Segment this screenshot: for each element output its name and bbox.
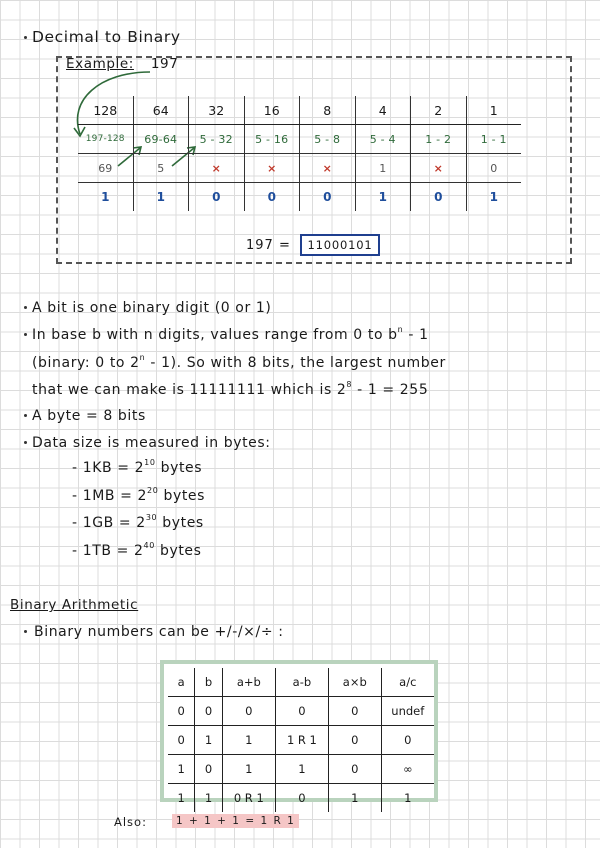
subtraction-cell: 1 - 1 <box>466 125 521 154</box>
table-cell: 1 <box>195 784 222 813</box>
bit-cell: 0 <box>300 183 356 212</box>
table-cell: 0 <box>168 726 195 755</box>
size-exp: 10 <box>144 458 156 467</box>
size-exp: 40 <box>143 541 155 550</box>
bit-cell: 1 <box>466 183 521 212</box>
bit-cell: 1 <box>133 183 189 212</box>
table-row <box>168 755 434 784</box>
arithmetic-table-frame <box>160 660 438 805</box>
remainder-row <box>78 154 521 183</box>
bit-definition: A bit is one binary digit (0 or 1) <box>32 300 272 316</box>
size-exp: 20 <box>147 486 159 495</box>
base-range-line-2 <box>32 355 446 371</box>
table-cell: ∞ <box>381 755 434 784</box>
size-label: - 1TB = 2 <box>72 543 144 559</box>
table-header: a+b <box>222 668 275 697</box>
place-value: 128 <box>78 96 133 125</box>
base-line1-tail: - 1 <box>403 327 429 343</box>
place-value: 2 <box>411 96 467 125</box>
remainder-cell: 5 <box>133 154 189 183</box>
subtraction-cell: 5 - 16 <box>244 125 300 154</box>
table-cell: 0 <box>328 755 381 784</box>
table-cell: 0 <box>328 726 381 755</box>
table-cell: 1 <box>195 726 222 755</box>
subtraction-cell: 197-128 <box>78 125 133 154</box>
remainder-cell: 69 <box>78 154 133 183</box>
bit-cell: 1 <box>78 183 133 212</box>
base-line3-text: that we can make is 11111111 which is 2 <box>32 382 347 398</box>
base-line2-text: (binary: 0 to 2 <box>32 355 140 371</box>
table-cell: 1 <box>222 726 275 755</box>
bullet <box>24 333 27 336</box>
table-cell: 0 <box>328 697 381 726</box>
bit-row <box>78 183 521 212</box>
remainder-cell: × <box>189 154 245 183</box>
table-cell: 1 <box>168 755 195 784</box>
size-item <box>72 488 205 504</box>
place-value: 64 <box>133 96 189 125</box>
table-header-row <box>168 668 434 697</box>
table-cell: undef <box>381 697 434 726</box>
also-label: Also: <box>114 815 147 829</box>
bullet <box>24 306 27 309</box>
section-title-decimal-to-binary: Decimal to Binary <box>32 28 181 46</box>
table-header: a×b <box>328 668 381 697</box>
data-size-line: Data size is measured in bytes: <box>32 435 271 451</box>
bullet <box>24 414 27 417</box>
place-value: 16 <box>244 96 300 125</box>
table-cell: 0 <box>222 697 275 726</box>
size-label: - 1GB = 2 <box>72 515 146 531</box>
table-cell: 0 <box>195 755 222 784</box>
table-cell: 0 <box>195 697 222 726</box>
table-cell: 0 <box>381 726 434 755</box>
section-title-binary-arithmetic: Binary Arithmetic <box>10 597 139 613</box>
arithmetic-intro: Binary numbers can be +/-/×/÷ : <box>34 624 284 640</box>
table-header: a-b <box>275 668 328 697</box>
also-expression: 1 + 1 + 1 = 1 R 1 <box>172 814 299 828</box>
result-label: 197 = <box>246 238 291 253</box>
remainder-cell: 1 <box>355 154 411 183</box>
table-cell: 0 <box>275 784 328 813</box>
base-line2-tail: - 1). So with 8 bits, the largest number <box>145 355 446 371</box>
table-header: a/c <box>381 668 434 697</box>
size-item <box>72 543 202 559</box>
size-unit: bytes <box>154 543 202 559</box>
size-label: - 1MB = 2 <box>72 488 148 504</box>
table-cell: 1 <box>381 784 434 813</box>
bit-cell: 0 <box>244 183 300 212</box>
place-value: 8 <box>300 96 356 125</box>
place-value: 32 <box>189 96 245 125</box>
byte-definition: A byte = 8 bits <box>32 408 146 424</box>
size-unit: bytes <box>155 460 203 476</box>
table-row <box>168 726 434 755</box>
table-cell: 1 <box>328 784 381 813</box>
base-line1-exp: n <box>397 325 404 334</box>
table-cell: 0 <box>168 697 195 726</box>
size-label: - 1KB = 2 <box>72 460 145 476</box>
remainder-cell: × <box>411 154 467 183</box>
arithmetic-table <box>168 668 434 812</box>
table-cell: 1 <box>222 755 275 784</box>
base-line3-tail: - 1 = 255 <box>352 382 429 398</box>
table-cell: 1 <box>275 755 328 784</box>
example-value: 197 <box>150 56 179 72</box>
bit-cell: 0 <box>189 183 245 212</box>
remainder-cell: × <box>300 154 356 183</box>
base-line1-text: In base b with n digits, values range from 0 to b <box>32 327 398 343</box>
bit-cell: 0 <box>411 183 467 212</box>
remainder-cell: 0 <box>466 154 521 183</box>
bit-cell: 1 <box>355 183 411 212</box>
table-cell: 0 R 1 <box>222 784 275 813</box>
size-unit: bytes <box>158 488 206 504</box>
table-row <box>168 697 434 726</box>
place-value-row <box>78 96 521 125</box>
table-cell: 1 R 1 <box>275 726 328 755</box>
table-header: b <box>195 668 222 697</box>
subtraction-cell: 69-64 <box>133 125 189 154</box>
subtraction-cell: 5 - 4 <box>355 125 411 154</box>
example-label-text: Example: <box>66 56 134 72</box>
base-range-line-1 <box>32 327 429 343</box>
table-row <box>168 784 434 813</box>
place-value: 1 <box>466 96 521 125</box>
base-range-line-3 <box>32 382 428 398</box>
subtraction-cell: 1 - 2 <box>411 125 467 154</box>
bullet <box>24 441 27 444</box>
subtraction-row <box>78 125 521 154</box>
base-line3-exp: 8 <box>346 380 353 389</box>
bullet <box>24 630 27 633</box>
table-cell: 0 <box>275 697 328 726</box>
remainder-cell: × <box>244 154 300 183</box>
size-item <box>72 515 204 531</box>
base-line2-exp: n <box>139 353 146 362</box>
table-header: a <box>168 668 195 697</box>
size-item <box>72 460 202 476</box>
size-exp: 30 <box>145 513 158 522</box>
place-value: 4 <box>355 96 411 125</box>
table-cell: 1 <box>168 784 195 813</box>
subtraction-cell: 5 - 32 <box>189 125 245 154</box>
conversion-table <box>78 96 521 211</box>
size-unit: bytes <box>157 515 204 531</box>
result-value-box: 11000101 <box>300 234 380 256</box>
subtraction-cell: 5 - 8 <box>300 125 356 154</box>
